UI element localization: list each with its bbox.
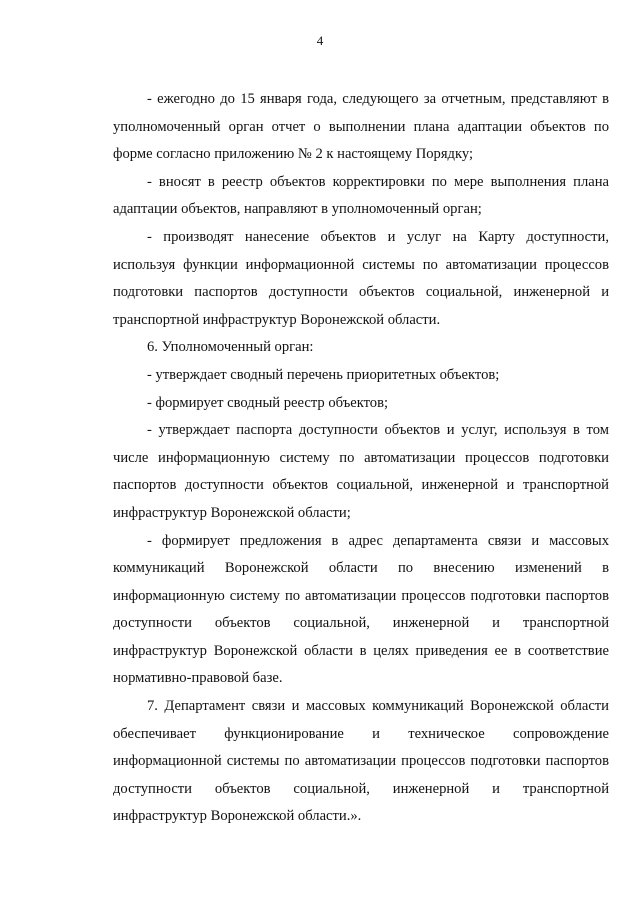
document-body: [113, 86, 609, 831]
paragraph-register-corrections: - вносят в реестр объектов корректировки по мере выполнения плана адаптации объектов, направляют в уполномоченный орган;: [113, 173, 609, 218]
section-7-paragraph: 7. Департамент связи и массовых коммуникаций Воронежской области обеспечивает функционирование и техническое сопровождение информационной системы по автоматизации процессов подготовки паспортов доступности объектов социальной, инженерной и транспортной инфраструктур Воронежской области.».: [113, 698, 609, 825]
paragraph-forms-register: - формирует сводный реестр объектов;: [147, 394, 389, 411]
paragraph-accessibility-map: - производят нанесение объектов и услуг на Карту доступности, используя функции информационной системы по автоматизации процессов подготовки паспортов доступности объектов социальной, инженерной и транспортной инфраструктур Воронежской области.: [113, 228, 609, 328]
paragraph-report-annual: - ежегодно до 15 января года, следующего за отчетным, представляют в уполномоченный орган отчет о выполнении плана адаптации объектов по форме согласно приложению № 2 к настоящему Порядку;: [113, 91, 609, 163]
section-6-heading: 6. Уполномоченный орган:: [147, 339, 314, 356]
page-number: 4: [316, 33, 324, 48]
paragraph-approves-priority-list: - утверждает сводный перечень приоритетных объектов;: [147, 366, 500, 383]
paragraph-forms-proposals: - формирует предложения в адрес департамента связи и массовых коммуникаций Воронежской области по внесению изменений в информационную систему по автоматизации процессов подготовки паспортов доступности объектов социальной, инженерной и транспортной инфраструктур Воронежской области в целях приведения ее в соответствие нормативно-правовой базе.: [113, 532, 609, 687]
paragraph-approves-passports: - утверждает паспорта доступности объектов и услуг, используя в том числе информационную систему по автоматизации процессов подготовки паспортов доступности объектов социальной, инженерной и транспортной инфраструктур Воронежской области;: [113, 422, 609, 521]
